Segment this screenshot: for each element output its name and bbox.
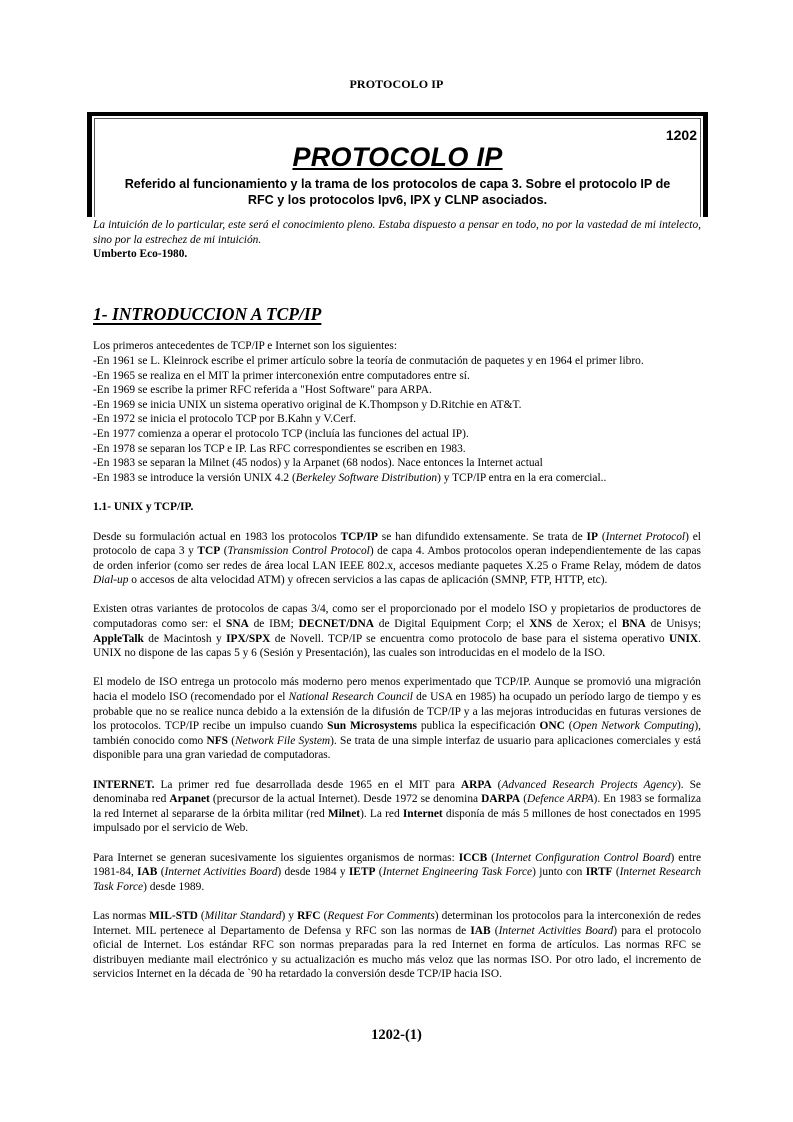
timeline-item: -En 1983 se separan la Milnet (45 nodos) y la Arpanet (68 nodos). Nace entonces la Internet actual — [93, 457, 543, 470]
subtitle-line-2: RFC y los protocolos Ipv6, IPX y CLNP asociados. — [247, 193, 548, 207]
timeline-item: -En 1969 se inicia UNIX un sistema operativo original de K.Thompson y D.Ritchie en AT&T. — [93, 398, 522, 411]
timeline-item: -En 1965 se realiza en el MIT la primer interconexión entre computadores entre sí. — [93, 369, 470, 382]
paragraph-standards-bodies: Para Internet se generan sucesivamente los siguientes organismos de normas: ICCB (Internet Configuration Control Board) entre 1981-84, IAB (Internet Activities Board) desde 1984 y IETP (Internet Engineering Task Force) junto con IRTF (Internet Research Task Force) desde 1989. — [93, 851, 702, 893]
document-subtitle — [95, 176, 700, 208]
paragraph-mil-std-rfc: Las normas MIL-STD (Militar Standard) y RFC (Request For Comments) determinan los protocolos para la interconexión de redes Internet. MIL pertenece al Departamento de Defensa y RFC son las normas de IAB (Internet Activities Board) para el protocolo oficial de Internet. Los estándar RFC son normas preparadas para la red Internet en forma de artículos. Las normas RFC se distribuyen mediante mail electrónico y su actualización es mucho más veloz que las normas ISO. Por otro lado, el incremento de servicios Internet en la década de `90 ha retardado la conversión desde TCP/IP hacia ISO. — [93, 909, 702, 981]
document-number: 1202 — [665, 127, 697, 143]
subtitle-line-1: Referido al funcionamiento y la trama de los protocolos de capa 3. Sobre el protocolo IP de — [124, 177, 671, 191]
text-run: -En 1983 se introduce la versión UNIX 4.2 ( — [93, 471, 296, 484]
timeline-item: -En 1969 se escribe la primer RFC referida a "Host Software" para ARPA. — [93, 384, 432, 397]
timeline-item: -En 1978 se separan los TCP e IP. Las RFC correspondientes se escriben en 1983. — [93, 442, 466, 455]
title-box-inner-border — [94, 118, 701, 217]
running-header: PROTOCOLO IP — [349, 77, 444, 91]
timeline-intro: Los primeros antecedentes de TCP/IP e Internet son los siguientes: — [93, 340, 398, 353]
epigraph-quote: La intuición de lo particular, este será el conocimiento pleno. Estaba dispuesto a pensar en todo, no por la vastedad de mi intelecto, sino por la estrechez de mi intuición. — [93, 219, 701, 246]
section-heading: 1- INTRODUCCION A TCP/IP — [93, 303, 322, 324]
epigraph-author: Umberto Eco-1980. — [93, 248, 188, 261]
paragraph-iso-model: El modelo de ISO entrega un protocolo más moderno pero menos experimentado que TCP/IP. Aunque se promovió una migración hacia el modelo ISO (recomendado por el National Research Council de USA en 1985) ha ocupado un período largo de tiempo y es probable que no se realice nunca debido a la extensión de la difusión de TCP/IP y a las mejoras introducidas en futuras versiones de los protocolos. TCP/IP recibe un impulso cuando Sun Microsystems publica la especificación ONC (Open Network Computing), también conocido como NFS (Network File System). Se trata de una simple interfaz de usuario para aplicaciones comerciales y está disponible para una gran variedad de computadoras. — [93, 676, 702, 762]
page-number-footer: 1202-(1) — [371, 1027, 422, 1043]
timeline-item: -En 1961 se L. Kleinrock escribe el primer artículo sobre la teoría de conmutación de paquetes y en 1964 el primer libro. — [93, 354, 644, 367]
subsection-heading: 1.1- UNIX y TCP/IP. — [93, 501, 194, 514]
title-box — [87, 112, 708, 217]
paragraph-internet-history: INTERNET. La primer red fue desarrollada desde 1965 en el MIT para ARPA (Advanced Research Projects Agency). Se denominaba red Arpanet (precursor de la actual Internet). Desde 1972 se denomina DARPA (Defence ARPA). En 1983 se formaliza la red Internet al separarse de la órbita militar (red Milnet). La red Internet disponía de más 5 millones de host conectados en 1995 impulsado por el servicio de Web. — [93, 778, 702, 835]
timeline-list — [93, 339, 701, 485]
document-title: PROTOCOLO IP — [292, 142, 503, 172]
italic-term: Berkeley Software Distribution — [295, 471, 438, 484]
paragraph-tcpip-overview: Desde su formulación actual en 1983 los protocolos TCP/IP se han difundido extensamente. Se trata de IP (Internet Protocol) el protocolo de capa 3 y TCP (Transmission Control Protocol) de capa 4. Ambos protocolos operan independientemente de las capas de orden inferior (como ser redes de área local LAN IEEE 802.x, accesos mediante paquetes X.25 o Frame Relay, módem de datos Dial-up o accesos de alta velocidad ATM) y ofrecen servicios a las capas de aplicación (SMNP, FTP, HTTP, etc). — [93, 530, 701, 587]
paragraph-protocol-variants: Existen otras variantes de protocolos de capas 3/4, como ser el proporcionado por el modelo ISO y propietarios de productores de computadoras como ser: el SNA de IBM; DECNET/DNA de Digital Equipment Corp; el XNS de Xerox; el BNA de Unisys; AppleTalk de Macintosh y IPX/SPX de Novell. TCP/IP se encuentra como protocolo de base para el sistema operativo UNIX. UNIX no dispone de las capas 5 y 6 (Sesión y Presentación), las cuales son introducidas en el modelo de la ISO. — [93, 603, 702, 660]
document-body — [93, 218, 701, 982]
timeline-item — [93, 471, 701, 486]
text-run: ) y TCP/IP entra en la era comercial.. — [437, 471, 607, 484]
timeline-item: -En 1977 comienza a operar el protocolo TCP (incluía las funciones del actual IP). — [93, 427, 469, 440]
timeline-item: -En 1972 se inicia el protocolo TCP por B.Kahn y V.Cerf. — [93, 413, 357, 426]
